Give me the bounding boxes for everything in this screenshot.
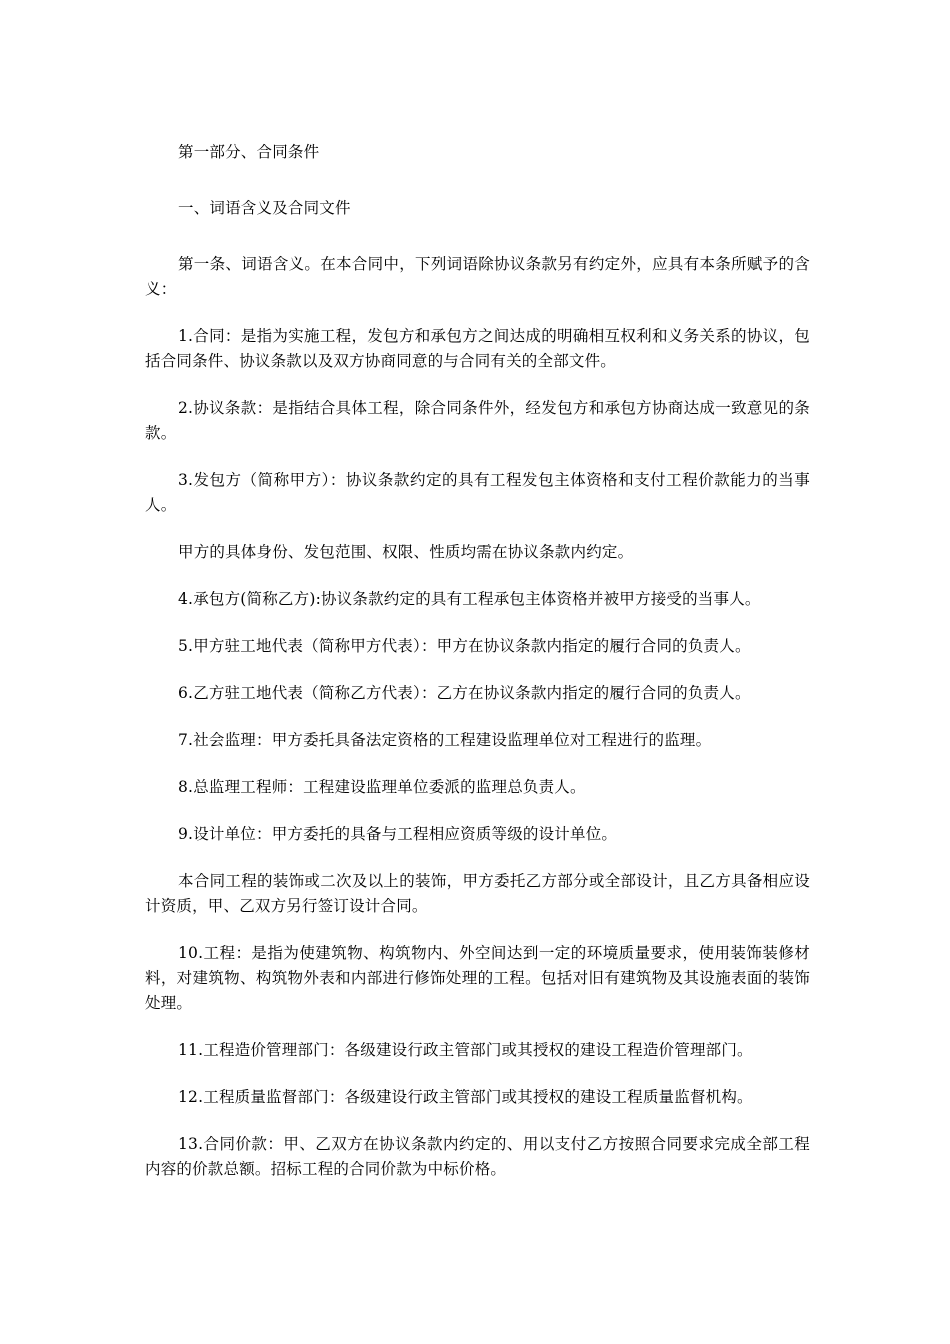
paragraph-cost-dept: 11.工程造价管理部门：各级建设行政主管部门或其授权的建设工程造价管理部门。 xyxy=(178,1041,753,1059)
paragraph-design-contract: 本合同工程的装饰或二次及以上的装饰，甲方委托乙方部分或全部设计，且乙方具备相应设计资质，甲、乙双方另行签订设计合同。 xyxy=(145,872,810,915)
paragraph-quality-dept: 12.工程质量监督部门：各级建设行政主管部门或其授权的建设工程质量监督机构。 xyxy=(178,1088,753,1106)
paragraph-agreement-terms: 2.协议条款：是指结合具体工程，除合同条件外，经发包方和承包方协商达成一致意见的条款。 xyxy=(145,399,810,442)
document-page xyxy=(145,140,810,1204)
paragraph-chief-engineer: 8.总监理工程师：工程建设监理单位委派的监理总负责人。 xyxy=(178,778,586,796)
paragraph-party-a-rep: 5.甲方驻工地代表（简称甲方代表）：甲方在协议条款内指定的履行合同的负责人。 xyxy=(178,637,751,655)
paragraph-article-1: 第一条、词语含义。在本合同中，下列词语除协议条款另有约定外，应具有本条所赋予的含义： xyxy=(145,255,810,298)
paragraph-contract-price: 13.合同价款：甲、乙双方在协议条款内约定的、用以支付乙方按照合同要求完成全部工程内容的价款总额。招标工程的合同价款为中标价格。 xyxy=(145,1135,810,1178)
paragraph-supervision: 7.社会监理：甲方委托具备法定资格的工程建设监理单位对工程进行的监理。 xyxy=(178,731,712,749)
paragraph-design-unit: 9.设计单位：甲方委托的具备与工程相应资质等级的设计单位。 xyxy=(178,825,618,843)
paragraph-project: 10.工程：是指为使建筑物、构筑物内、外空间达到一定的环境质量要求，使用装饰装修材料，对建筑物、构筑物外表和内部进行修饰处理的工程。包括对旧有建筑物及其设施表面的装饰处理。 xyxy=(145,944,810,1012)
paragraph-party-b-rep: 6.乙方驻工地代表（简称乙方代表）：乙方在协议条款内指定的履行合同的负责人。 xyxy=(178,684,751,702)
part-title: 第一部分、合同条件 xyxy=(178,143,320,161)
paragraph-party-b: 4.承包方(简称乙方):协议条款约定的具有工程承包主体资格并被甲方接受的当事人。 xyxy=(178,590,761,608)
paragraph-contract: 1.合同：是指为实施工程，发包方和承包方之间达成的明确相互权利和义务关系的协议，包括合同条件、协议条款以及双方协商同意的与合同有关的全部文件。 xyxy=(145,327,810,370)
section-title: 一、词语含义及合同文件 xyxy=(178,199,351,217)
paragraph-party-a: 3.发包方（简称甲方）：协议条款约定的具有工程发包主体资格和支付工程价款能力的当事人。 xyxy=(145,471,810,514)
paragraph-party-a-details: 甲方的具体身份、发包范围、权限、性质均需在协议条款内约定。 xyxy=(178,543,634,561)
